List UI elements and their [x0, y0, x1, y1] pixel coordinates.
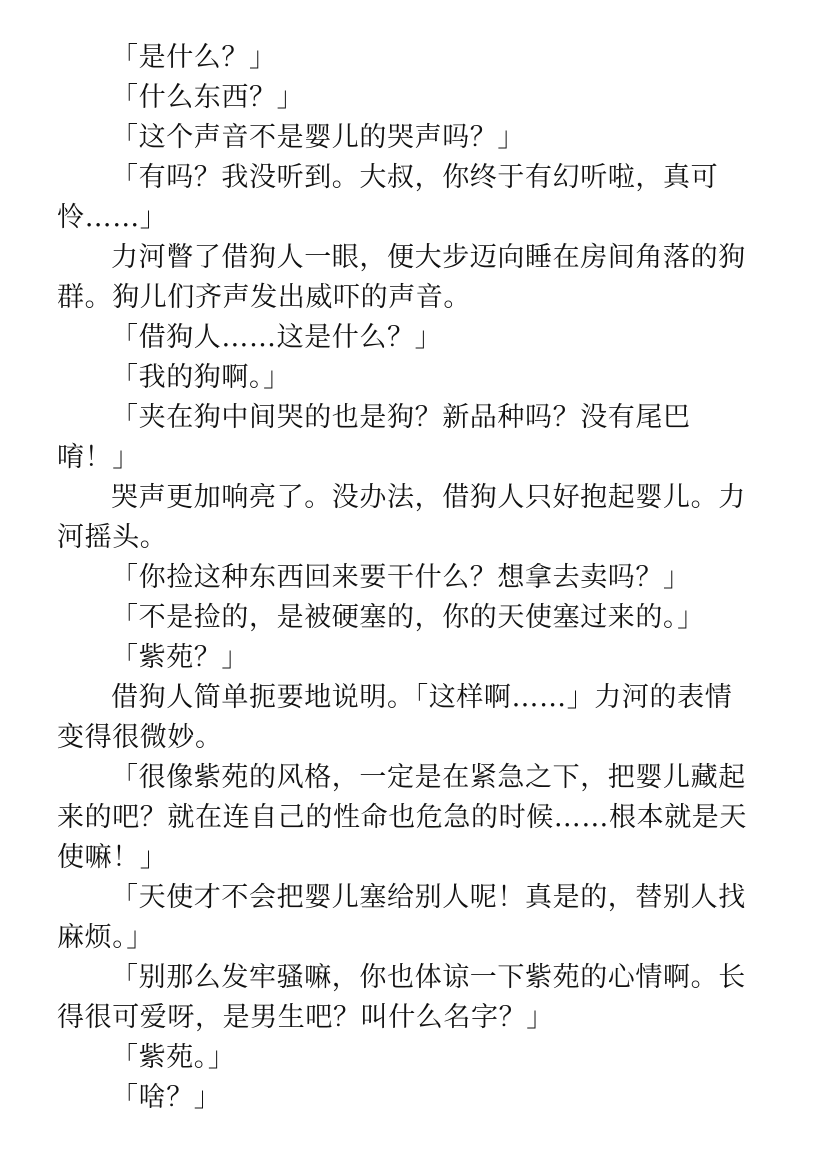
paragraph-17: 「紫苑。」 [111, 1042, 236, 1073]
paragraph-14: 「很像紫苑的风格，一定是在紧急之下，把婴儿藏起来的吧？就在连自己的性命也危急的时候……根本就是天使嘛！」 [57, 762, 747, 873]
paragraph-16: 「别那么发牢骚嘛，你也体谅一下紫苑的心情啊。长得很可爱呀，是男生吧？叫什么名字？」 [57, 962, 746, 1033]
paragraph-18: 「啥？」 [111, 1082, 222, 1113]
paragraph-1: 「是什么？」 [111, 42, 277, 73]
paragraph-13: 借狗人简单扼要地说明。「这样啊……」力河的表情变得很微妙。 [57, 682, 733, 753]
paragraph-15: 「天使才不会把婴儿塞给别人呢！真是的，替别人找麻烦。」 [57, 882, 746, 953]
paragraph-9: 哭声更加响亮了。没办法，借狗人只好抱起婴儿。力河摇头。 [57, 482, 746, 553]
body-text [57, 38, 757, 1118]
paragraph-6: 「借狗人……这是什么？」 [111, 322, 443, 353]
paragraph-11: 「不是捡的，是被硬塞的，你的天使塞过来的。」 [111, 602, 705, 633]
paragraph-12: 「紫苑？」 [111, 642, 249, 673]
paragraph-2: 「什么东西？」 [111, 82, 305, 113]
paragraph-3: 「这个声音不是婴儿的哭声吗？」 [111, 122, 525, 153]
paragraph-4: 「有吗？我没听到。大叔，你终于有幻听啦，真可怜……」 [57, 162, 719, 233]
paragraph-7: 「我的狗啊。」 [111, 362, 291, 393]
paragraph-5: 力河瞥了借狗人一眼，便大步迈向睡在房间角落的狗群。狗儿们齐声发出威吓的声音。 [57, 242, 746, 313]
paragraph-8: 「夹在狗中间哭的也是狗？新品种吗？没有尾巴唷！」 [57, 402, 691, 473]
paragraph-10: 「你捡这种东西回来要干什么？想拿去卖吗？」 [111, 562, 691, 593]
